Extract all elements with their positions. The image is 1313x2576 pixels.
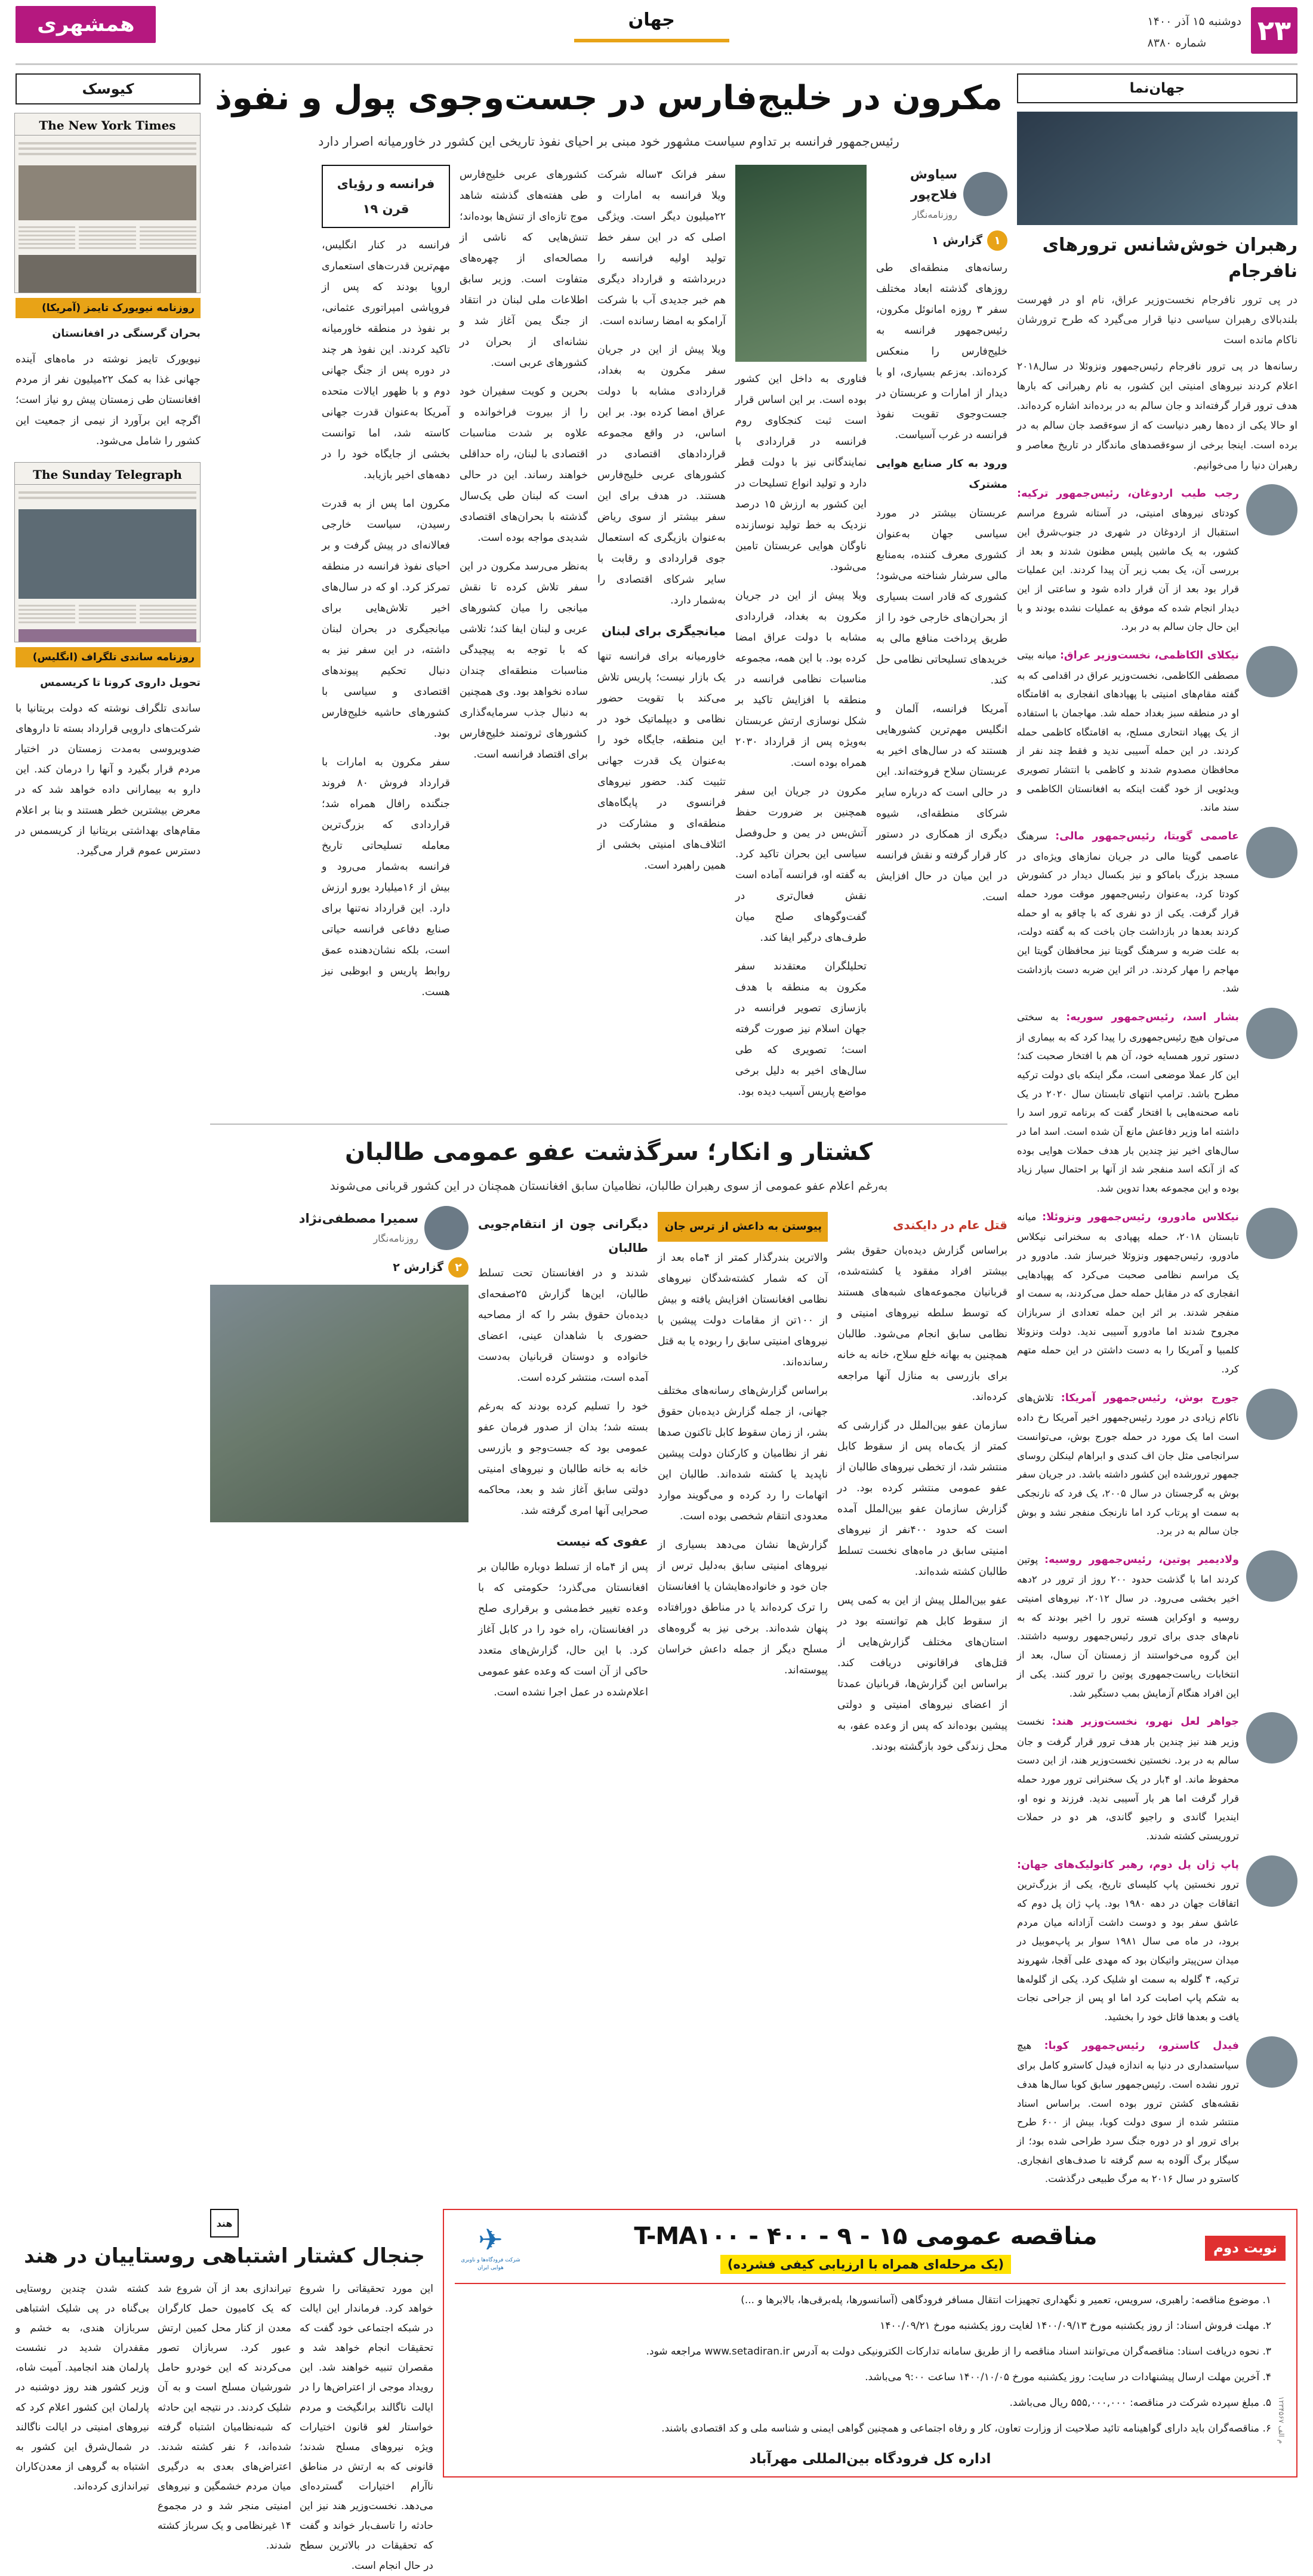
thumb-columns (15, 602, 200, 626)
country-tag: هند (210, 2209, 239, 2238)
leader-name: بشار اسد، رئیس‌جمهور سوریه: (1066, 1011, 1239, 1023)
leader-body: به سختی می‌توان هیچ رئیس‌جمهوری را پیدا کرد که به بیماری از دستور ترور همسایه خود، آن هم با افتخار صحبت کند؛ این کار عملا موضعی است، مگر اینکه بای دولت ترکیه مطرح باشد. ترامپ انتهای تابستان سال ۲۰۲۰ در یک نامه صحنه‌هایی با افتخار گفت که برنامه ترور اسد را داشته اما وزیر دفاعش مانع آن شده است. اسد اما در سال‌های اخیر نیز چندین بار هدف حملات هوایی بوده که از آنکه اسد منفجر شد از آنها بر احتمال سیار زیاد بوده و این مجموعه بعدا تدوین شد. (1017, 1011, 1239, 1194)
leader-name: جواهر لعل نهرو، نخست‌وزیر هند: (1052, 1716, 1239, 1728)
world-watch-column (1017, 73, 1297, 2198)
page-title: مکرون در خلیج‌فارس در جست‌وجوی پول و نفوذ (215, 79, 1003, 118)
avatar (1246, 1208, 1297, 1259)
leader-text (1017, 1712, 1239, 1846)
section-rule (574, 39, 729, 42)
leader-body: نخست وزیر هند نیز چندین بار هدف ترور قرار گرفت و جان سالم به در برد. نخستین نخست‌وزیر هند، از این دست محفوظ ماند. او ۴بار در یک سخنرانی ترور مورد حمله قرار گرفت اما هر بار آسیبی ندید. فرزند و نوه او، ایندیرا گاندی و راجیو گاندی، هر دو در حملات تروریستی کشته شدند. (1017, 1716, 1239, 1842)
ad-badge: نوبت دوم (1205, 2236, 1286, 2261)
kiosk-body: نیویورک تایمز نوشته در ماه‌های آینده جهانی غذا به کمک ۲۲میلیون نفر از مردم افغانستان طی زمستان پیش رو نیاز است؛ اگرچه این برآورد از نیمی از جمعیت این کشور را شامل می‌شود. (16, 353, 201, 447)
world-watch-headline: رهبران خوش‌شانس ترورهای نافرجام (1042, 235, 1297, 282)
india-story (16, 2209, 433, 2576)
leader-body: تلاش‌های ناکام زیادی در مورد رئیس‌جمهور اخیر آمریکا رخ داده است اما یک مورد در حمله جورج بوش، می‌توانست سرانجامی مثل جان اف کندی و ابراهام لینکلن روسای جمهور ترورشده این کشور داشته باشد. در جریان سفر بوش به گرجستان در سال ۲۰۰۵، یک فرد که نارنجکی به سمت او پرتاب کرد اما نارنجک منفجر نشد و بوش جان سالم به در برد. (1017, 1392, 1239, 1537)
header-divider (16, 63, 1297, 65)
thumb-photo-2 (19, 629, 196, 642)
second-story-col-3 (478, 1206, 648, 1711)
ad-item: ۵. مبلغ سپرده شرکت در مناقصه: ۵۵۵,۰۰۰,۰۰۰ ریال می‌باشد. (1009, 2397, 1271, 2409)
kiosk-headline: تحویل داروی کرونا تا کریسمس (40, 676, 201, 689)
list-item (1017, 1855, 1297, 2027)
list-item (1017, 2036, 1297, 2189)
ad-item: ۱. موضوع مناقصه: راهبری، سرویس، تعمیر و نگهداری تجهیزات انتقال مسافر فرودگاهی (آسانسورها، پله‌برقی‌ها، بالابرها و ...) (741, 2294, 1271, 2307)
ad-item: ۶. مناقصه‌گران باید دارای گواهینامه تائید صلاحیت از وزارت تعاون، کار و رفاه اجتماعی و همچنین گواهی ایمنی و شناسه ملی و کد اقتصادی باشند. (661, 2423, 1271, 2435)
ad-header (455, 2220, 1286, 2284)
main-story-p-b4: تحلیلگران معتقدند سفر مکرون به منطقه با هدف بازسازی تصویر فرانسه در جهان اسلام نیز صورت گرفته است؛ تصویری که طی سال‌های اخیر به دلیل برخی مواضع پاریس آسیب دیده بود. (735, 961, 867, 1098)
ad-item: ۲. مهلت فروش اسناد: از روز یکشنبه مورخ ۱۴۰۰/۰۹/۱۳ لغایت روز یکشنبه مورخ ۱۴۰۰/۰۹/۲۱ (880, 2320, 1271, 2332)
india-col: کشته شدن چندین روستایی بی‌گناه در پی شلیک اشتباهی سربازان هندی، به خشم و مقفدران شدید در نشست پارلمان هند انجامید. آمیت شاه، وزیر کشور هند روز دوشنبه در پارلمان این کشور اعلام کرد که نیروهای امنیتی در ایالت ناگالند در شمال‌شرق این کشور به اشتباه به گروهی از معدن‌کاران تیراندازی کرده‌اند. (16, 2282, 149, 2493)
world-watch-lead-photo (1017, 112, 1297, 225)
second-story-subtitle: به‌رغم اعلام عفو عمومی از سوی رهبران طالبان، نظامیان سابق افغانستان همچنان در این کشور قربانی می‌شوند (329, 1178, 888, 1193)
avatar (1246, 484, 1297, 535)
main-story-p-a3: آمریکا فرانسه، آلمان و انگلیس مهم‌ترین کشورهایی هستند که در سال‌های اخیر به عربستان سلاح فروخته‌اند. این در حالی است که درباره سایر شرکای منطقه‌ای، شیوه دیگری از همکاری در دستور کار قرار گرفته و نقش فرانسه در این میان در حال افزایش است. (876, 703, 1007, 903)
leader-body: هیچ سیاستمداری در دنیا به اندازه فیدل کاسترو کامل برای ترور نشده است. رئیس‌جمهور سابق کوبا سال‌ها هدف نقشه‌های کشتن ترور بوده است. براساس اسناد منتشر شده از سوی دولت کوبا، بیش از ۶۰۰ طرح برای ترور او در دوره جنگ سرد طراحی شده بود؛ از سیگار برگ آلوده به سم گرفته تا صدف‌های انفجاری. کاسترو در سال ۲۰۱۶ به مرگ طبیعی درگذشت. (1017, 2039, 1239, 2185)
ad-title-block (536, 2223, 1195, 2274)
world-watch-title: جهان‌نما (1017, 73, 1297, 103)
subhead-amnesty: عفوی که نیست (556, 1534, 648, 1549)
section-header (156, 6, 1148, 42)
byline-text (876, 165, 957, 223)
main-story-p-e2: مکرون اما پس از به قدرت رسیدن، سیاست خارجی فعالانه‌ای در پیش گرفت و بر احیای نفوذ فرانسه در منطقه تمرکز کرد. او که در سال‌های اخیر تلاش‌هایی برای میانجیگری در بحران لبنان داشته، در این سفر نیز به دنبال تحکیم پیوندهای اقتصادی و سیاسی با کشورهای حاشیه خلیج‌فارس بود. (322, 498, 450, 740)
india-story-columns (16, 2279, 433, 2576)
byline (210, 1206, 469, 1250)
thumb-photo-2 (19, 255, 196, 293)
main-story-p-d1: کشورهای عربی خلیج‌فارس طی هفته‌های گذشته شاهد موج تازه‌ای از تنش‌ها بوده‌اند؛ تنش‌هایی که ناشی از مصالحه‌ای از چهره‌های متفاوت است. وزیر سابق اطلاعات ملی لبنان در انتقاد از جنگ یمن آغاز شد و نشانه‌ای از بحران در کشورهای عربی است. (460, 169, 588, 370)
leader-text (1017, 2036, 1239, 2189)
ad-items (455, 2290, 1271, 2444)
kiosk-item (16, 113, 201, 451)
subhead-lebanon: میانجیگری برای لبنان (601, 624, 726, 639)
thumb-photo (19, 165, 196, 220)
world-watch-body: رسانه‌ها در پی ترور نافرجام رئیس‌جمهور ونزوئلا در سال۲۰۱۸ اعلام کردند نیروهای امنیتی این کشور، به نام رهبرانی که بارها هدف ترور قرار گرفته‌اند و جان سالم به در برده‌اند اشاره کرده‌اند. او حالا یکی از ده‌ها رهبر دنیاست که از سوء‌قصد جان سالم به در برده است. اینجا برخی از سوء‌قصدهای ماندگار در تاریخ معاصر و رهبران دنیا را می‌خوانیم. (1017, 360, 1297, 472)
leader-text (1017, 1550, 1239, 1703)
story-divider (210, 1124, 1007, 1125)
leader-text (1017, 827, 1239, 998)
kiosk-caption: روزنامه نیویورک تایمز (آمریکا) (16, 298, 201, 318)
second-story-title: کشتار و انکار؛ سرگذشت عفو عمومی طالبان (345, 1138, 873, 1167)
date-block (1148, 7, 1242, 54)
leader-name: فیدل کاسترو، رئیس‌جمهور کوبا: (1044, 2039, 1239, 2052)
newspaper-thumbnail (14, 113, 201, 293)
section-title: جهان (628, 10, 675, 30)
list-item (1017, 484, 1297, 636)
report-label: گزارش ۱ (932, 233, 982, 247)
leader-body: کودتای نیروهای امنیتی، در آستانه شروع مراسم استقبال از اردوغان در شهری در جنوب‌شرق این کشور، به یک ماشین پلیس مظنون شدند و بعد از بررسی آن، یک بمب زیر آن پیدا کردند. این عملیات قرار بود بعد از آن قرار داده شود و ساعتی از این دیدار انجام شده که موفق به عملیات نشده بودند و با این حال جان سالم به در برد. (1017, 507, 1239, 633)
leader-name: رجب طیب اردوغان، رئیس‌جمهور ترکیه: (1017, 487, 1239, 500)
tender-advertisement (443, 2209, 1297, 2477)
ad-side-code: م الف ۱۲۳۴۵۶۷ (1277, 2396, 1286, 2445)
main-story-photo (735, 165, 867, 362)
avatar (1246, 2036, 1297, 2088)
bottom-row (16, 2209, 1297, 2576)
report-number-icon: ۱ (987, 230, 1007, 251)
second-story-p-a3: عفو بین‌الملل پیش از این به کمی پس از سقوط کابل هم توانسته بود در استان‌های مختلف گزارش‌هایی از قتل‌های فراقانونی دریافت کند. براساس این گزارش‌ها، قربانیان عمدتا از اعضای نیروهای امنیتی و دولتی پیشین بوده‌اند که پس از وعده عفو، به محل زندگی خود بازگشته بودند. (837, 1595, 1007, 1753)
avatar (1246, 1389, 1297, 1440)
leader-body: میانه تابستان ۲۰۱۸، حمله پهپادی به سخنرانی نیکلاس مادورو، رئیس‌جمهور ونزوئلا خبرساز شد. مادورو در یک مراسم نظامی صحبت می‌کرد که پهپادهایی انفجاری که در مقابل حمله حمل می‌کردند، به سمت او منفجر شدند. بر اثر این حمله تعدادی از سربازان مجروح شدند اما مادورو آسیبی ندید. دولت ونزوئلا کلمبیا و آمریکا را به دست داشتن در این حمله متهم کرد. (1017, 1211, 1239, 1375)
main-story-p-e3: سفر مکرون به امارات با قرارداد فروش ۸۰ فروند جنگنده رافال همراه شد؛ قراردادی که بزرگ‌ترین معامله تسلیحاتی تاریخ فرانسه به‌شمار می‌رود و بیش از ۱۶میلیارد یورو ارزش دارد. این قرارداد نه‌تنها برای صنایع دفاعی فرانسه حیاتی است، بلکه نشان‌دهنده عمق روابط پاریس و ابوظبی نیز هست. (322, 756, 451, 999)
thumb-photo (19, 509, 196, 599)
second-story-col-2 (658, 1206, 828, 1689)
avatar (1246, 1712, 1297, 1764)
leader-name: جورج بوش، رئیس‌جمهور آمریکا: (1061, 1392, 1239, 1404)
thumb-columns (15, 224, 200, 251)
avatar (963, 172, 1007, 216)
kiosk-title: کیوسک (16, 73, 201, 104)
list-item (1017, 646, 1297, 817)
main-story-intro: رسانه‌های منطقه‌ای طی روزهای گذشته ابعاد مختلف سفر ۳ روزه امانوئل مکرون، رئیس‌جمهور فرانسه به خلیج‌فارس را منعکس کرده‌اند. به‌زعم بسیاری، او با دیدار از امارات و عربستان در جست‌وجوی تقویت نفوذ فرانسه در غرب آسیاست. (876, 261, 1007, 441)
main-story-subtitle: رئیس‌جمهور فرانسه بر تداوم سیاست مشهور خود مبنی بر احیای نفوذ تاریخی این کشور در خاورمیانه اصرار دارد (318, 134, 899, 149)
leader-body: میانه بیتی مصطفی الکاظمی، نخست‌وزیر عراق در اقدامی که به گفته مقام‌های امنیتی با پهپاد‌های انفجاری به اقامتگاه او در منطقه سبز بغداد حمله شد. مهاجمان با استفاده از یک پهپاد انتحاری مسلح، به اقامتگاه کاظمی حمله کردند. در این حمله آسیبی ندید و فقط چند نفر از محافظان مصدوم شدند و کاظمی با انتشار تصویری ویدئویی از خود گفت اینکه به افغانستان الکاظمی و سند ماند. (1017, 650, 1239, 814)
india-col: این مورد تحقیقاتی را شروع خواهد کرد. فرماندار این ایالت در شبکه اجتماعی خود گفت که تحقیقات انجام خواهد شد و مقصران تنبیه خواهند شد. این رویداد موجی از اعتراض‌ها را در ایالت ناگالند برانگیخت و مردم خواستار لغو قانون اختیارات ویژه نیروهای مسلح شدند؛ قانونی که به ارتش در مناطق ناآرام اختیارات گسترده‌ای می‌دهد. نخست‌وزیر هند نیز این حادثه را تاسف‌بار خواند و گفت که تحقیقات در بالاترین سطح در حال انجام است. (300, 2282, 433, 2572)
leader-text (1017, 1389, 1239, 1541)
main-story-col-2 (735, 165, 867, 1110)
report-number-icon: ۲ (448, 1257, 469, 1278)
india-col: تیراندازی بعد از آن شروع شد که یک کامیون حمل کارگران معدن از کنار محل کمین ارتش عبور کرد. سربازان تصور می‌کردند که این خودرو حامل شورشیان مسلح است و به آن شلیک کردند. در نتیجه این حادثه که شبه‌نظامیان اشتباه گرفته شده‌اند، ۶ نفر کشته شدند. اعتراض‌های بعدی به درگیری میان مردم خشمگین و نیروهای امنیتی منجر شد و در مجموع ۱۴ غیرنظامی و یک سرباز کشته شدند. (158, 2282, 291, 2552)
subhead-revenge: دیگرانی چون از انتقام‌جویی طالبان (478, 1217, 648, 1255)
main-story-p-d2: بحرین و کویت سفیران خود را از بیروت فراخوانده و علاوه بر شدت مناسبات اقتصادی با لبنان، راه حداقلی خواهند رساند. این در حالی است که لبنان طی یک‌سال گذشته با بحران‌های اقتصادی شدیدی مواجه بوده است. (460, 386, 588, 544)
main-story-p-b1: فناوری به داخل این کشور بوده است. بر این اساس قرار است ثبت کنجکاوی روم فرانسه در قراردادی با نمایندگانی نیز با دولت قطر دارد و تولید انواع تسلیحات در این کشور به ارزش ۱۵ درصد نزدیک به خط تولید نوسازنده ناوگان هوایی عربستان تامین می‌شود. (735, 373, 867, 574)
main-story-p-c1: سفر فرانک ۳ساله شرکت ویلا فرانسه به امارات و ۲۲میلیون دیگر است. ویژگی اصلی که در این سفر خط تولید اولیه فرانسه را دربرداشته و قرارداد دیگری هم خبر جدیدی آب با شرکت آرامکو به امضا رسانده است. (597, 169, 726, 328)
author-role: روزنامه‌نگار (912, 208, 957, 220)
list-item (1017, 1008, 1297, 1198)
second-story-p-a2: سازمان عفو بین‌الملل در گزارشی که کمتر از یک‌ماه پس از سقوط کابل منتشر شد، از تخطی نیروهای طالبان از عفو عمومی منتشر کرده بود. در گزارش سازمان عفو بین‌الملل آمده است که حدود ۴۰۰نفر از نیروهای امنیتی سابق در ماه‌های نخست تسلط طالبان کشته شده‌اند. (837, 1420, 1007, 1578)
date-text: دوشنبه ۱۵ آذر ۱۴۰۰ (1147, 15, 1241, 28)
brand-logo[interactable] (16, 6, 156, 43)
second-story-p-b1: والاترین بندرگذار کمتر از ۴ماه بعد از آن که شمار کشته‌شدگان نیروهای نظامی افغانستان افزایش یافته و بیش از ۱۰۰تن از مقامات دولت پیشین با نیروهای امنیتی سابق را ربوده یا به قتل رسانده‌اند. (658, 1252, 828, 1369)
paper-name: The New York Times (15, 113, 200, 136)
subhead-dyikundi: قتل عام در دایکندی (893, 1218, 1007, 1233)
main-story-p-c3: خاورمیانه برای فرانسه تنها یک بازار نیست؛ پاریس تلاش می‌کند با تقویت حضور نظامی و دیپلماتیک خود در این منطقه، جایگاه خود را به‌عنوان یک قدرت جهانی تثبیت کند. حضور نیروهای فرانسوی در پایگاه‌های منطقه‌ای و مشارکت در ائتلاف‌های امنیتی بخشی از همین راهبرد است. (597, 651, 726, 872)
world-watch-subtitle: در پی ترور نافرجام نخست‌وزیر عراق، نام او در فهرست بلندبالای رهبران سیاسی دنیا قرار می‌گیرد که طرح ترورشان ناکام مانده است (1017, 294, 1297, 346)
avatar (1246, 646, 1297, 697)
ad-content (455, 2290, 1286, 2444)
second-story-col-4 (210, 1206, 469, 1522)
report-label: گزارش ۲ (393, 1261, 443, 1275)
leader-text (1017, 1208, 1239, 1379)
byline (876, 165, 1007, 223)
main-story-col-1 (876, 165, 1007, 916)
leader-text (1017, 1008, 1239, 1198)
kiosk-body: ساندی تلگراف نوشته که دولت بریتانیا با شرکت‌های دارویی قرارداد بسته تا داروهای ضدویروسی به‌مدت زمستان در اختیار مردم قرار بگیرد و آنها را درمان کند. این دارو به بیمارانی داده خواهد شد که در معرض بیشترین خطر هستند و بنا بر اعلام مقام‌های بهداشتی بریتانیا از کریسمس در دسترس عموم قرار می‌گیرد. (16, 702, 201, 857)
list-item (1017, 1389, 1297, 1541)
main-story-col-3 (597, 165, 726, 884)
avatar (424, 1206, 469, 1250)
ad-title: مناقصه عمومی ۱۵ - ۹ - ۴۰۰ - T-MA۱۰۰ (634, 2223, 1098, 2251)
ad-footer: اداره کل فرودگاه بین‌المللی مهرآباد (749, 2451, 991, 2467)
leader-name: پاپ ژان پل دوم، رهبر کاتولیک‌های جهان: (1017, 1858, 1239, 1871)
second-story-p-b2: براساس گزارش‌های رسانه‌های مختلف جهانی، از جمله گزارش دیده‌بان حقوق بشر، از زمان سقوط کابل تاکنون صدها نفر از نظامیان و کارکنان دولت پیشین ناپدید یا کشته شده‌اند. طالبان این اتهامات را رد کرده و می‌گویند موارد معدودی انتقام شخصی بوده است. (658, 1385, 828, 1523)
thumb-lines (15, 485, 200, 506)
second-story-grid (210, 1206, 1007, 1765)
second-story-col-1 (837, 1206, 1007, 1765)
list-item (1017, 1712, 1297, 1846)
main-story-p-d3: به‌نظر می‌رسد مکرون در این سفر تلاش کرده تا نقش میانجی را میان کشورهای عربی و لبنان ایفا کند؛ تلاشی که با توجه به پیچیدگی مناسبات منطقه‌ای چندان ساده نخواهد بود. وی همچنین به دنبال جذب سرمایه‌گذاری کشورهای ثروتمند خلیج‌فارس برای اقتصاد فرانسه است. (460, 561, 588, 761)
issue-text: شماره ۸۳۸۰ (1147, 36, 1207, 50)
list-item (1017, 827, 1297, 998)
avatar (1246, 1855, 1297, 1907)
sidebar-box-title: فرانسه و رؤیای قرن ۱۹ (322, 165, 450, 228)
second-story-p-b3: گزارش‌ها نشان می‌دهد بسیاری از نیروهای امنیتی سابق به‌دلیل ترس از جان خود و خانواده‌هایشان یا افغانستان را ترک کرده‌اند یا در مناطق دورافتاده پنهان شده‌اند. برخی نیز به گروه‌های مسلح دیگر از جمله داعش خراسان پیوسته‌اند. (658, 1539, 828, 1677)
main-story-p-a1: ورود به کار صنایع هوایی مشترک (876, 457, 1007, 491)
kiosk-column (16, 73, 201, 2198)
masthead-left (1148, 6, 1298, 54)
main-story-p-c2: ویلا پیش از این در جریان سفر مکرون به بغداد، قراردادی مشابه با دولت عراق امضا کرده بود. بر این اساس، در واقع مجموعه قراردادهای اقتصادی در کشورهای عربی خلیج‌فارس هستند. در هدف برای این سفر بیشتر از سوی ریاض به‌عنوان بازیگری که استعمال جوی قراردادی و رقابت با سایر شرکای اقتصادی را به‌شمار دارد. (597, 344, 726, 607)
avatar (1246, 1550, 1297, 1602)
second-story-p-c2: خود را تسلیم کرده بودند که به‌رغم بسته شد؛ بدان از صدور فرمان عفو عمومی بود که جست‌وجو و بازرسی خانه به خانه طالبان و نیروهای امنیتی دولتی سابق آغاز شد و بعد، محاکمه صحرایی آنها امری گرفته شد. (478, 1401, 648, 1518)
avatar (1246, 827, 1297, 878)
leader-text (1017, 646, 1239, 817)
second-story-p-c3: پس از ۴ماه از تسلط دوباره طالبان بر افغانستان می‌گذرد؛ حکومتی که با وعده تغییر خط‌مشی و برقراری صلح در افغانستان، راه خود را در کابل آغاز کرد. با این حال، گزارش‌های متعدد حاکی از آن است که وعده عفو عمومی اعلام‌شده در عمل اجرا نشده است. (478, 1561, 648, 1699)
ad-item[interactable]: ۳. نحوه دریافت اسناد: مناقصه‌گران می‌توانند اسناد مناقصه را از طریق سامانه تدارکات الکترونیکی دولت به آدرس www.setadiran.ir مراجعه شود. (646, 2346, 1271, 2358)
airplane-icon: ✈ (478, 2222, 503, 2257)
masthead (16, 0, 1297, 63)
airport-company-logo (455, 2220, 526, 2277)
author-role: روزنامه‌نگار (373, 1232, 418, 1244)
main-story-p-b2: ویلا پیش از این در جریان مکرون به بغداد، قراردادی مشابه با دولت عراق امضا کرده بود. با این همه، مجموعه مناسبات نظامی فرانسه در منطقه با افزایش تاکید بر شکل نوسازی ارتش عربستان به‌ویژه پس از قرارداد ۲۰۳۰ همراه بوده است. (735, 590, 867, 770)
leader-body: ترور نخستین پاپ کلیسای تاریخ، یکی از بزرگ‌ترین اتفاقات جهان در دهه ۱۹۸۰ بود. پاپ ژان پل دوم که عاشق سفر بود و دوست داشت آزادانه میان مردم برود، در ماه می سال ۱۹۸۱ سوار بر پاپ‌موبیل در میدان سن‌پیتر واتیکان بود که مهدی علی آقجا، شهروند ترکیه، ۴ گلوله به سمت او شلیک کرد. یکی از گلوله‌ها به شکم پاپ اصابت کرد اما او پس از جراحی نجات یافت و بعدها قاتل خود را بخشید. (1017, 1879, 1239, 2023)
kiosk-item (16, 462, 201, 861)
second-story-p-c1: شدند و در افغانستان تحت تسلط طالبان، این‌ها گزارش ۲۵صفحه‌ای دیده‌بان حقوق بشر را که از مصاحبه حضوری با شاهدان عینی، اعضای خانواده و دوستان قربانیان به‌دست آمده است، منتشر کرده است. (478, 1267, 648, 1384)
highlight-bar: پیوستن به داعش از ترس جان (658, 1212, 828, 1242)
kiosk-caption: روزنامه ساندی تلگراف (انگلیس) (16, 647, 201, 667)
second-story-photo (210, 1285, 469, 1522)
byline-text (299, 1209, 418, 1247)
main-story-grid (210, 165, 1007, 1110)
newspaper-thumbnail (14, 462, 201, 642)
main-story-p-a2: عربستان بیشتر در مورد سیاسی جهان به‌عنوان کشوری معرف کننده، به‌منابع مالی سرشار شناخته می‌شود؛ کشوری که قادر است بسیاری از بحران‌های خارجی خود را از طریق پرداخت منافع مالی به خریدهای تسلیحاتی نظامی حل کند. (876, 507, 1007, 687)
leader-name: نیکلای الکاظمی، نخست‌وزیر عراق: (1059, 650, 1239, 662)
leader-name: عاصمی گویتا، رئیس‌جمهور مالی: (1055, 830, 1240, 842)
leader-body: سرهنگ عاصمی گویتا مالی در جریان نمازهای ویژه‌ای در مسجد بزرگ باماکو و نیز بکسال دیدار در کشورش کودتا کرد، به‌عنوان رئیس‌جمهور موقت مورد حمله قرار گرفت. یکی از دو نفری که با چاقو به او حمله کردند بعدها در بازداشت جان باخت که به گفته دولت، به علت ضربه و سرهنگ گویتا نیز محافظان گویتا این مهاجم را مهار کردند. در اثر این ضربه دست بازداشت شد. (1017, 830, 1239, 995)
report-tag (210, 1256, 469, 1279)
list-item (1017, 1550, 1297, 1703)
author-name: سمیرا مصطفی‌نژاد (298, 1211, 418, 1226)
report-tag (876, 229, 1007, 252)
list-item (1017, 1208, 1297, 1379)
ad-subtitle: (یک مرحله‌ای همراه با ارزیابی کیفی فشرده) (720, 2255, 1011, 2274)
second-story-p-a1: براساس گزارش دیده‌بان حقوق بشر بیشتر افراد مفقود یا کشته‌شده، قربانیان مجموعه‌های شبه‌های هستند که توسط سلطه نیروهای امنیتی و نظامی سابق انجام می‌شود. طالبان همچنین به بهانه خلع سلاح، خانه به خانه برای بازرسی به منازل آنها مراجعه کرده‌اند. (837, 1245, 1007, 1404)
kiosk-headline: بحران گرسنگی در افغانستان (52, 328, 201, 340)
avatar (1246, 1008, 1297, 1059)
main-story-p-b3: مکرون در جریان این سفر همچنین بر ضرورت حفظ آتش‌بس در یمن و حل‌وفصل سیاسی این بحران تاکید کرد. به گفته او، فرانسه آماده است نقش فعال‌تری در گفت‌وگوهای صلح میان طرف‌های درگیر ایفا کند. (735, 786, 867, 944)
ad-item: ۴. آخرین مهلت ارسال پیشنهادات در سایت: روز یکشنبه مورخ ۱۴۰۰/۱۰/۰۵ ساعت ۹:۰۰ می‌باشد. (865, 2371, 1271, 2384)
author-name: سیاوش فلاح‌پور (910, 167, 957, 202)
main-column (210, 73, 1007, 2198)
leader-text (1017, 1855, 1239, 2027)
leader-text (1017, 484, 1239, 636)
leader-name: ولادیمیر پوتین، رئیس‌جمهور روسیه: (1044, 1553, 1239, 1566)
india-story-title: جنجال کشتار اشتباهی روستاییان در هند (24, 2244, 425, 2269)
content-grid (16, 73, 1297, 2198)
brand-logo-text: همشهری (36, 13, 135, 36)
leader-body: پوتین کردند اما با گذشت حدود ۲۰۰ روز از ترور در ۲دهه اخیر بخشی می‌رود. در سال ۲۰۱۲، نیروهای امنیتی روسیه و اوکراین هسته ترور را اخیر بودند که به نام‌های جدی برای ترور رئیس‌جمهور روسیه داشتند. این گروه می‌خواستند از زمستان آن سال، بعد از انتخابات ریاست‌جمهوری پوتین را ترور کنند. یکی از این افراد هنگام آزمایش بمب دستگیر شد. (1017, 1553, 1239, 1699)
leader-name: نیکلاس مادورو، رئیس‌جمهور ونزوئلا: (1042, 1211, 1239, 1223)
main-story-col-4 (460, 165, 588, 773)
thumb-lines (15, 136, 200, 162)
paper-name: The Sunday Telegraph (15, 463, 200, 485)
main-story-col-5 (322, 165, 450, 1011)
page-number: ۲۳ (1251, 7, 1297, 54)
ad-logo-text: شرکت فرودگاه‌ها و ناوبری هوایی ایران (461, 2257, 520, 2271)
main-story-p-e1: فرانسه در کنار انگلیس، مهم‌ترین قدرت‌های استعماری اروپا بودند که پس از فروپاشی امپراتوری عثمانی، بر نفوذ در منطقه خاورمیانه تاکید کردند. این نفوذ هر چند در دوره پس از جنگ جهانی دوم و با ظهور ایالات متحده آمریکا به‌عنوان قدرت جهانی کاسته شد، اما توانست بخشی از جایگاه خود را در دهه‌های اخیر بازیابد. (322, 239, 450, 482)
